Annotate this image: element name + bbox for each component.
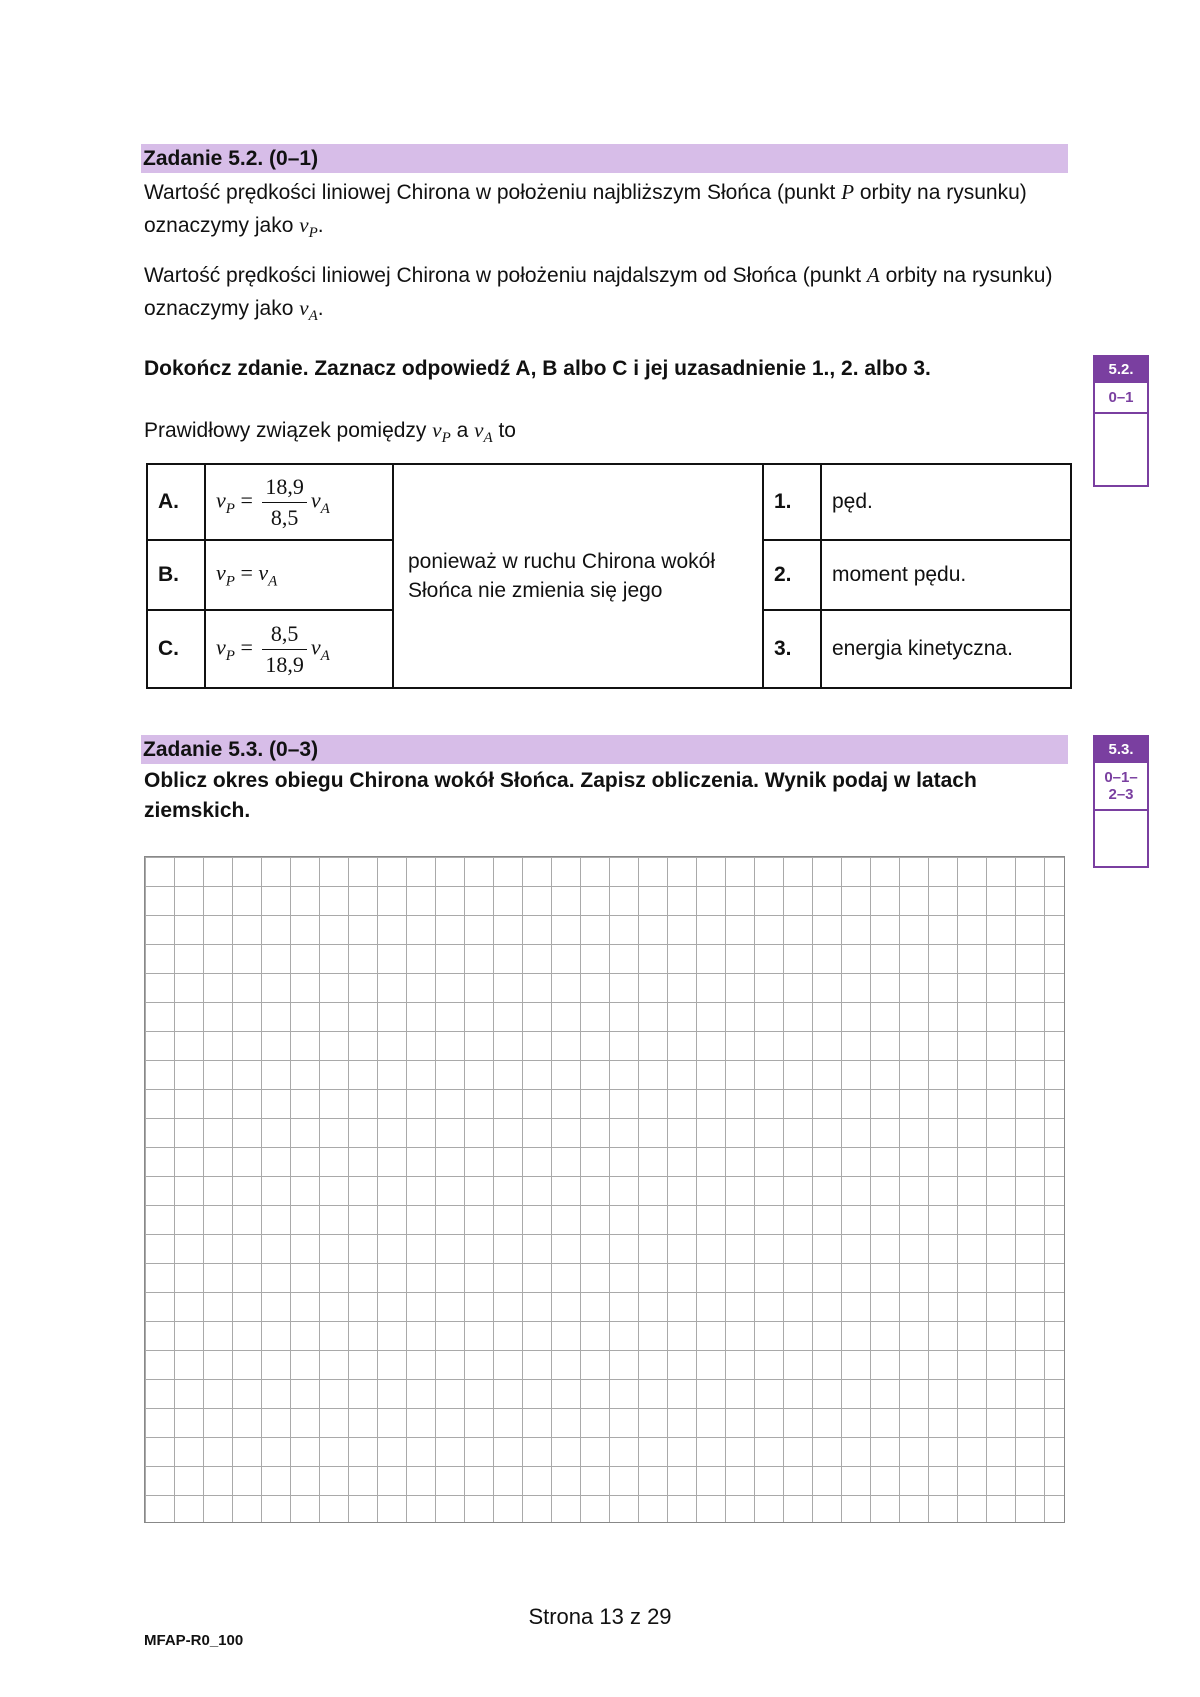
score-box-5-3: [1093, 735, 1149, 868]
task-5-2-instruction: Dokończ zdanie. Zaznacz odpowiedź A, B albo C i jej uzasadnienie 1., 2. albo 3.: [144, 357, 931, 380]
reason-1-number[interactable]: 1.: [763, 464, 821, 540]
option-c-letter[interactable]: C.: [147, 610, 205, 688]
option-c-formula[interactable]: $v_P$ = $\frac{8,5}{18,9}$ $v_A$: [205, 610, 393, 688]
reason-2-number[interactable]: 2.: [763, 540, 821, 610]
v-p-symbol: $v_P$: [299, 213, 318, 242]
option-b-formula[interactable]: $v_P = v_A$: [205, 540, 393, 610]
score-points: 0–1: [1095, 383, 1147, 414]
page-number: Strona 13 z 29: [528, 1604, 672, 1629]
justification-text: ponieważ w ruchu Chirona wokół Słońca nie zmienia się jego: [393, 464, 763, 688]
score-box-5-2: [1093, 355, 1149, 487]
task-5-3-instruction: Oblicz okres obiegu Chirona wokół Słońca. Zapisz obliczenia. Wynik podaj w latach ziemskich.: [144, 769, 977, 822]
score-points: 0–1– 2–3: [1095, 763, 1147, 811]
task-5-3-header: Zadanie 5.3. (0–3): [141, 735, 1068, 764]
option-a-letter[interactable]: A.: [147, 464, 205, 540]
reason-3-text[interactable]: energia kinetyczna.: [821, 610, 1071, 688]
document-code: MFAP-R0_100: [144, 1632, 244, 1649]
reason-2-text[interactable]: moment pędu.: [821, 540, 1071, 610]
task-5-2-paragraph-2: Wartość prędkości liniowej Chirona w położeniu najdalszym od Słońca (punkt A orbity na rysunku) oznaczymy jako $v_A$.: [144, 263, 1053, 325]
v-a-symbol: $v_A$: [299, 296, 318, 325]
reason-1-text[interactable]: pęd.: [821, 464, 1071, 540]
task-5-2-paragraph-1: Wartość prędkości liniowej Chirona w położeniu najbliższym Słońca (punkt P orbity na rysunku) oznaczymy jako $v_P$.: [144, 180, 1027, 242]
option-b-letter[interactable]: B.: [147, 540, 205, 610]
reason-3-number[interactable]: 3.: [763, 610, 821, 688]
score-code: 5.3.: [1095, 737, 1147, 763]
score-code: 5.2.: [1095, 357, 1147, 383]
option-a-formula[interactable]: $v_P$ = $\frac{18,9}{8,5}$ $v_A$: [205, 464, 393, 540]
task-5-2-prompt: Prawidłowy związek pomiędzy $v_P$ a $v_A$ to: [144, 418, 516, 447]
table-row: [147, 464, 1071, 540]
answer-grid[interactable]: [144, 856, 1065, 1523]
answer-table: [146, 463, 1072, 689]
task-5-2-header: Zadanie 5.2. (0–1): [141, 144, 1068, 173]
